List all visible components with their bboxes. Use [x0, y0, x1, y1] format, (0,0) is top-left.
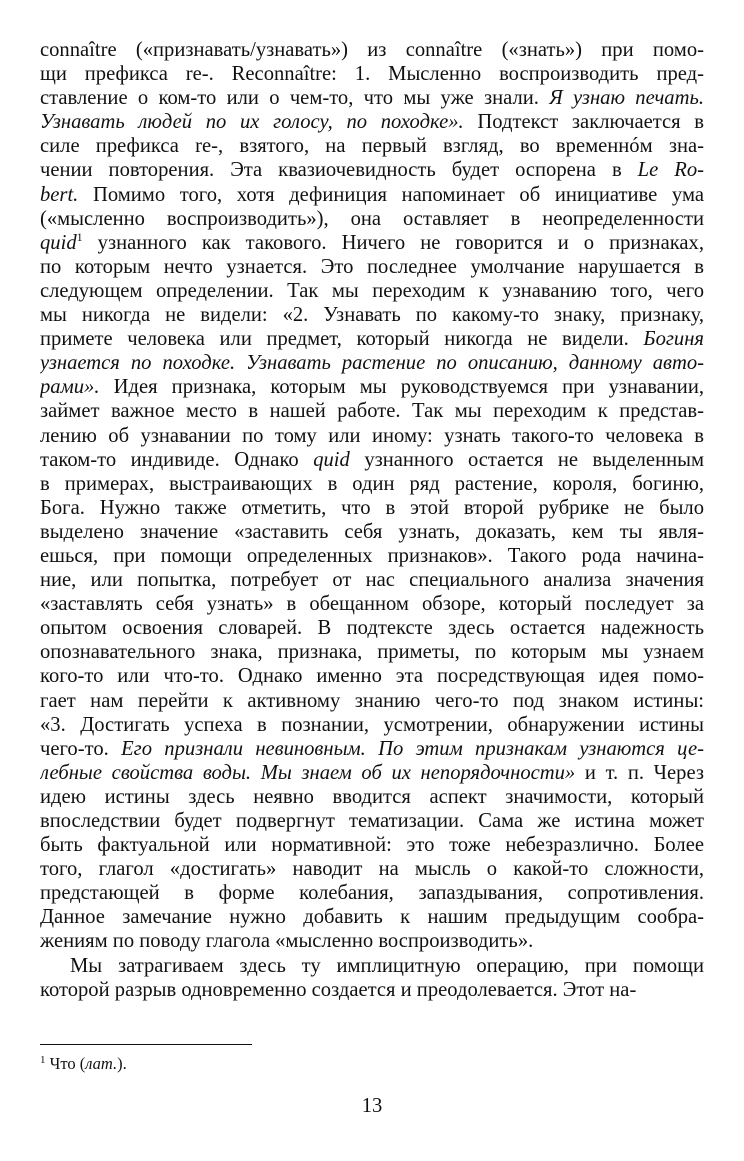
text-segment: чении повторения. Эта квазиочевидность будет оспорена в [40, 159, 638, 182]
main-text [40, 38, 704, 1002]
footnote [40, 1050, 704, 1074]
italic-text: Богиня [643, 328, 704, 351]
footnote-divider [40, 1044, 252, 1045]
text-line [40, 207, 704, 231]
italic-text: quid [313, 448, 350, 471]
text-segment: ешься, при помощи определенных признаков». Такого рода начина- [40, 544, 704, 567]
text-line [40, 399, 704, 423]
text-line [40, 520, 704, 544]
text-segment: Мы затрагиваем здесь ту имплицитную операцию, при помощи [70, 954, 704, 977]
text-line [40, 38, 704, 62]
footnote-text-end: ). [117, 1054, 127, 1073]
text-segment: Данное замечание нужно добавить к нашим предыдущим сообра- [40, 906, 704, 929]
text-segment: Бога. Нужно также отметить, что в этой второй рубрике не было [40, 496, 704, 519]
text-line [40, 448, 704, 472]
text-segment: займет важное место в нашей работе. Так мы переходим к представ- [40, 400, 704, 423]
text-line [40, 785, 704, 809]
text-segment: connaître («признавать/узнавать») из connaître («знать») при помо- [40, 39, 704, 61]
italic-text: лебные свойства воды. Мы знаем об их непорядочности» [40, 761, 576, 784]
text-line [40, 496, 704, 520]
text-segment: Идея признака, которым мы руководствуемся при узнавании, [99, 376, 704, 399]
italic-text: Его признали невиновным. По этим признакам узнаются це- [121, 737, 704, 760]
text-line [40, 978, 704, 1002]
text-segment: и т. п. Через [575, 761, 704, 784]
text-segment: следующем определении. Так мы переходим к узнаванию того, чего [40, 279, 704, 302]
text-segment: чего-то. [40, 737, 122, 760]
text-segment: опытом освоения словарей. В подтексте здесь остается надежность [40, 617, 704, 640]
text-segment: гает нам перейти к активному знанию чего-то под знаком истины: [40, 689, 704, 712]
italic-text: Я узнаю печать. [549, 87, 704, 110]
text-line [40, 110, 704, 134]
text-line [40, 640, 704, 664]
text-line [40, 689, 704, 713]
text-line [40, 351, 704, 375]
italic-text: Le Ro- [637, 159, 704, 182]
text-line [40, 616, 704, 640]
text-segment: впоследствии будет подвергнут тематизации. Сама же истина может [40, 810, 704, 832]
text-line [40, 375, 704, 399]
text-segment: Подтекст заключается в [463, 111, 704, 134]
text-segment: узнанного остается не выделенным [349, 448, 704, 471]
footnote-mark: 1 [40, 1054, 46, 1066]
text-line [40, 86, 704, 110]
text-segment: «3. Достигать успеха в познании, усмотрении, обнаружении истины [40, 713, 704, 736]
text-line [40, 905, 704, 929]
text-line [40, 568, 704, 592]
text-segment: выделено значение «заставить себя узнать, доказать, кем ты явля- [40, 520, 704, 543]
text-line [40, 134, 704, 158]
italic-text: узнается по походке. Узнавать растение по описанию, данному авто- [40, 352, 704, 375]
text-line [40, 424, 704, 448]
text-segment: узнанного как такового. Ничего не говорится и о признаках, [82, 231, 704, 254]
text-line [40, 327, 704, 351]
text-line [40, 183, 704, 207]
footnote-lang-abbrev: лат. [85, 1054, 118, 1073]
text-line [40, 761, 704, 785]
text-line [40, 664, 704, 688]
page-number: 13 [361, 1095, 383, 1117]
text-segment: щи префикса re-. Reconnaître: 1. Мысленно воспроизводить пред- [40, 63, 704, 86]
text-segment: опознавательного знака, признака, приметы, по которым мы узнаем [40, 641, 704, 664]
text-segment: Помимо того, хотя дефиниция напоминает об инициативе ума [78, 183, 704, 206]
text-line [40, 62, 704, 86]
text-segment: лению об узнавании по тому или иному: узнать такого-то человека в [40, 424, 704, 447]
text-segment: «заставлять себя узнать» в обещанном обзоре, который последует за [40, 593, 704, 616]
text-segment: мы никогда не видели: «2. Узнавать по какому-то знаку, признаку, [40, 304, 704, 327]
text-line [40, 231, 704, 255]
footnote-text: Что ( [49, 1054, 86, 1073]
text-line [40, 303, 704, 327]
text-segment: силе префикса re-, взятого, на первый взгляд, во временнóм зна- [40, 135, 704, 158]
text-segment: которой разрыв одновременно создается и преодолевается. Этот на- [40, 978, 637, 1001]
text-segment: таком-то индивиде. Однако [40, 448, 314, 471]
text-segment: быть фактуальной или нормативной: это тоже небезразлично. Более [40, 834, 704, 857]
text-line [40, 713, 704, 737]
text-line [40, 857, 704, 881]
text-segment: ставление о ком-то или о чем-то, что мы уже знали. [40, 87, 550, 110]
text-line [40, 592, 704, 616]
text-line [40, 544, 704, 568]
text-line [40, 809, 704, 833]
italic-text: рами». [40, 376, 100, 399]
italic-text: quid [40, 231, 77, 254]
text-line [40, 255, 704, 279]
italic-text: bert. [40, 183, 79, 206]
text-line [40, 929, 704, 953]
text-segment: («мысленно воспроизводить»), она оставляет в неопределенности [40, 207, 704, 230]
text-segment: ние, или попытка, потребует от нас специального анализа значения [40, 569, 704, 592]
text-segment: того, глагол «достигать» наводит на мысль о какой-то сложности, [40, 858, 704, 881]
text-segment: в примерах, выстраивающих в один ряд растение, короля, богиню, [40, 472, 704, 495]
text-line [40, 737, 704, 761]
text-line [40, 279, 704, 303]
text-line [40, 833, 704, 857]
text-segment: по которым нечто узнается. Это последнее умолчание нарушается в [40, 255, 704, 278]
text-line [40, 881, 704, 905]
text-segment: идею истины здесь неявно вводится аспект значимости, который [40, 785, 704, 808]
text-line [40, 954, 704, 978]
text-segment: кого-то или что-то. Однако именно эта посредствующая идея помо- [40, 665, 704, 688]
text-segment: предстающей в форме колебания, запаздывания, сопротивления. [40, 882, 704, 905]
footnote-ref: 1 [76, 230, 83, 244]
text-segment: жениям по поводу глагола «мысленно воспроизводить». [40, 930, 534, 953]
text-segment: примете человека или предмет, который никогда не видели. [40, 328, 644, 351]
text-line [40, 158, 704, 182]
italic-text: Узнавать людей по их голосу, по походке». [40, 111, 464, 134]
text-line [40, 472, 704, 496]
